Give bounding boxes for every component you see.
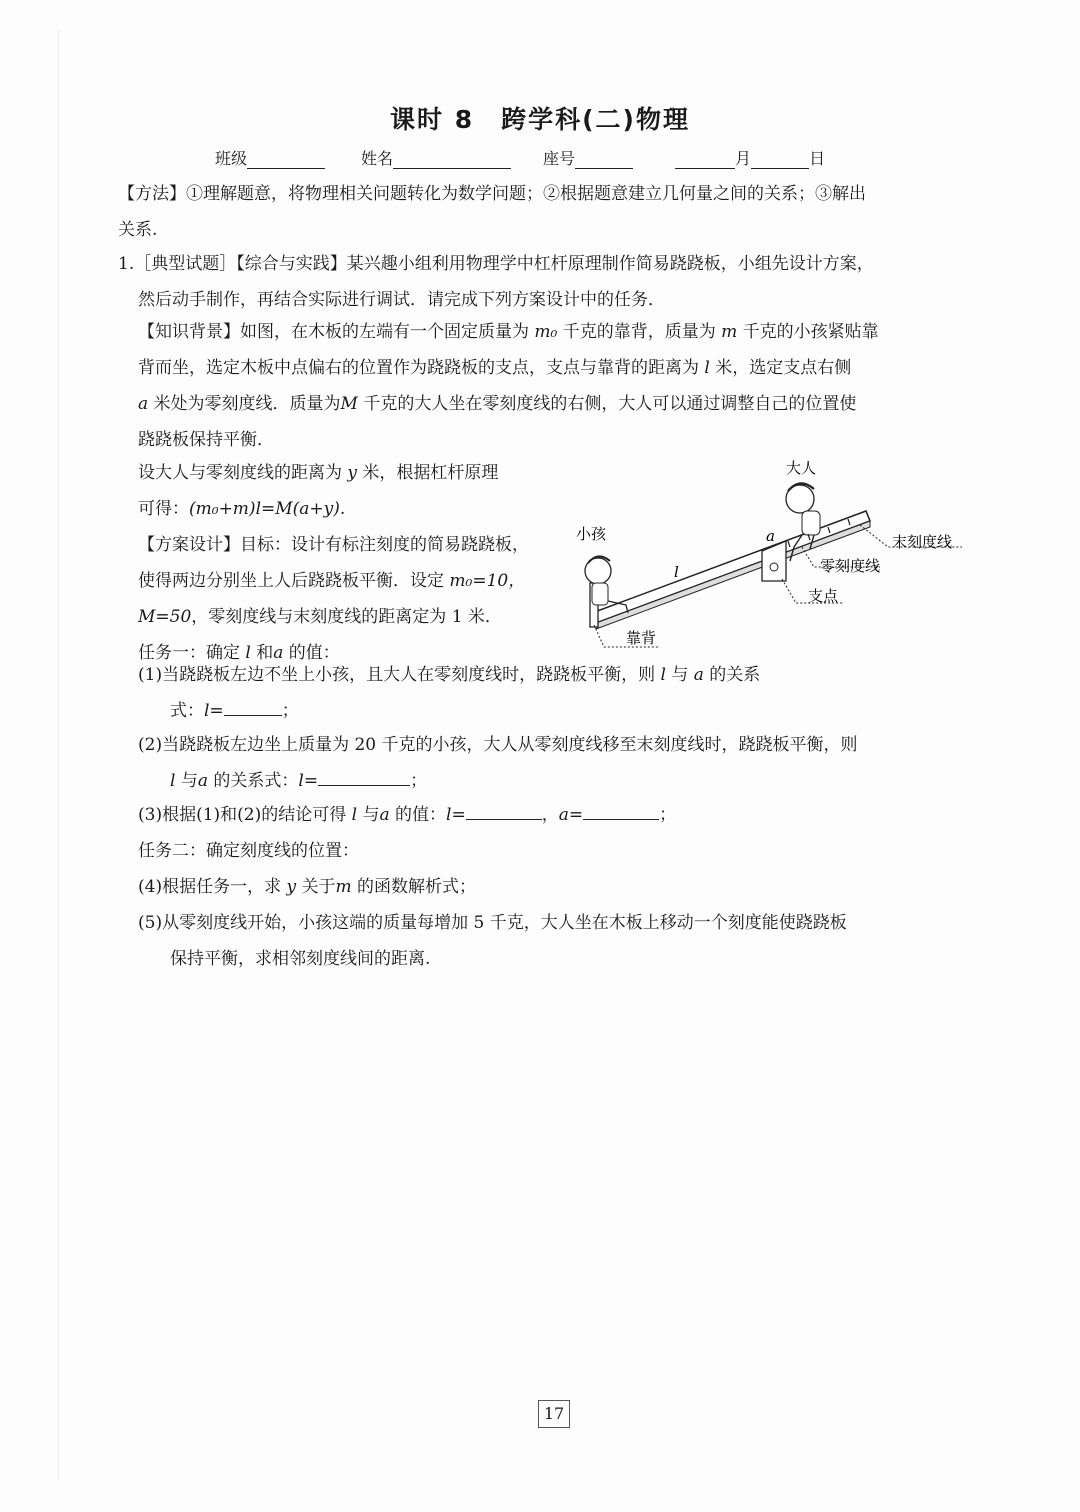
label-fulcrum: 支点 [808,587,839,605]
fulcrum-pin [770,563,778,571]
answer-blank-1[interactable] [224,695,282,716]
student-info-row [215,146,825,169]
question-1: (1)当跷跷板左边不坐上小孩，且大人在零刻度线时，跷跷板平衡，则 l 与 a 的关系 式：l= ； [138,665,761,721]
label-child: 小孩 [576,525,607,543]
fulcrum-shape [762,541,786,581]
answer-blank-a[interactable] [583,799,659,820]
label-a: a [766,527,775,545]
label-l: l [674,563,679,581]
problem-header: 1.［典型试题］【综合与实践】某兴趣小组利用物理学中杠杆原理制作简易跷跷板，小组先设计方案， 然后动手制作，再结合实际进行调试．请完成下列方案设计中的任务． [118,254,874,310]
label-backrest: 靠背 [626,629,657,647]
design-text: 设大人与零刻度线的距离为 y 米，根据杠杆原理 可得：(m₀+m)l=M(a+y). 【方案设计】目标：设计有标注刻度的简易跷跷板， 使得两边分别坐上人后跷跷板平衡．设定 m₀=10， M=50，零刻度线与末刻度线的距离定为 1 米． 任务一：确定 l 和a 的值： [138,463,529,663]
knowledge-background: 【知识背景】如图，在木板的左端有一个固定质量为 m₀ 千克的靠背，质量为 m 千克的小孩紧贴靠 背而坐，选定木板中点偏右的位置作为跷跷板的支点，支点与靠背的距离为 l 米，选定支点右侧 a 米处为零刻度线．质量为M 千克的大人坐在零刻度线的右侧，大人可以通过调整自己的位置使 跷跷板保持平衡． [138,322,879,450]
seat-field[interactable]: 座号 [543,146,633,169]
label-adult: 大人 [786,459,817,477]
page-title: 课时 8 跨学科(二)物理 [390,105,690,134]
task-2: 任务二：确定刻度线的位置： (4)根据任务一，求 y 关于m 的函数解析式； (5)从零刻度线开始，小孩这端的质量每增加 5 千克，大人坐在木板上移动一个刻度能使跷跷板 保持平衡，求相邻刻度线间的距离. [138,841,847,969]
scan-edge [58,30,59,1480]
answer-blank-l[interactable] [466,799,542,820]
seesaw-board-edge [596,521,870,629]
method-text: 【方法】①理解题意，将物理相关问题转化为数学问题；②根据题意建立几何量之间的关系；③解出 关系. [118,184,866,240]
page-number: 17 [538,1400,570,1428]
label-end-line: 末刻度线 [892,533,953,551]
question-3: (3)根据(1)和(2)的结论可得 l 与a 的值：l= ，a= ； [138,797,676,833]
label-zero-line: 零刻度线 [820,557,881,575]
question-2: (2)当跷跷板左边坐上质量为 20 千克的小孩，大人从零刻度线移至末刻度线时，跷跷板平衡，则 l 与a 的关系式：l= ； [138,735,858,791]
class-field[interactable]: 班级 [215,146,325,169]
answer-blank-2[interactable] [318,765,410,786]
name-field[interactable]: 姓名 [361,146,511,169]
seesaw-figure [570,455,970,655]
date-field[interactable]: 月 日 [675,146,825,169]
